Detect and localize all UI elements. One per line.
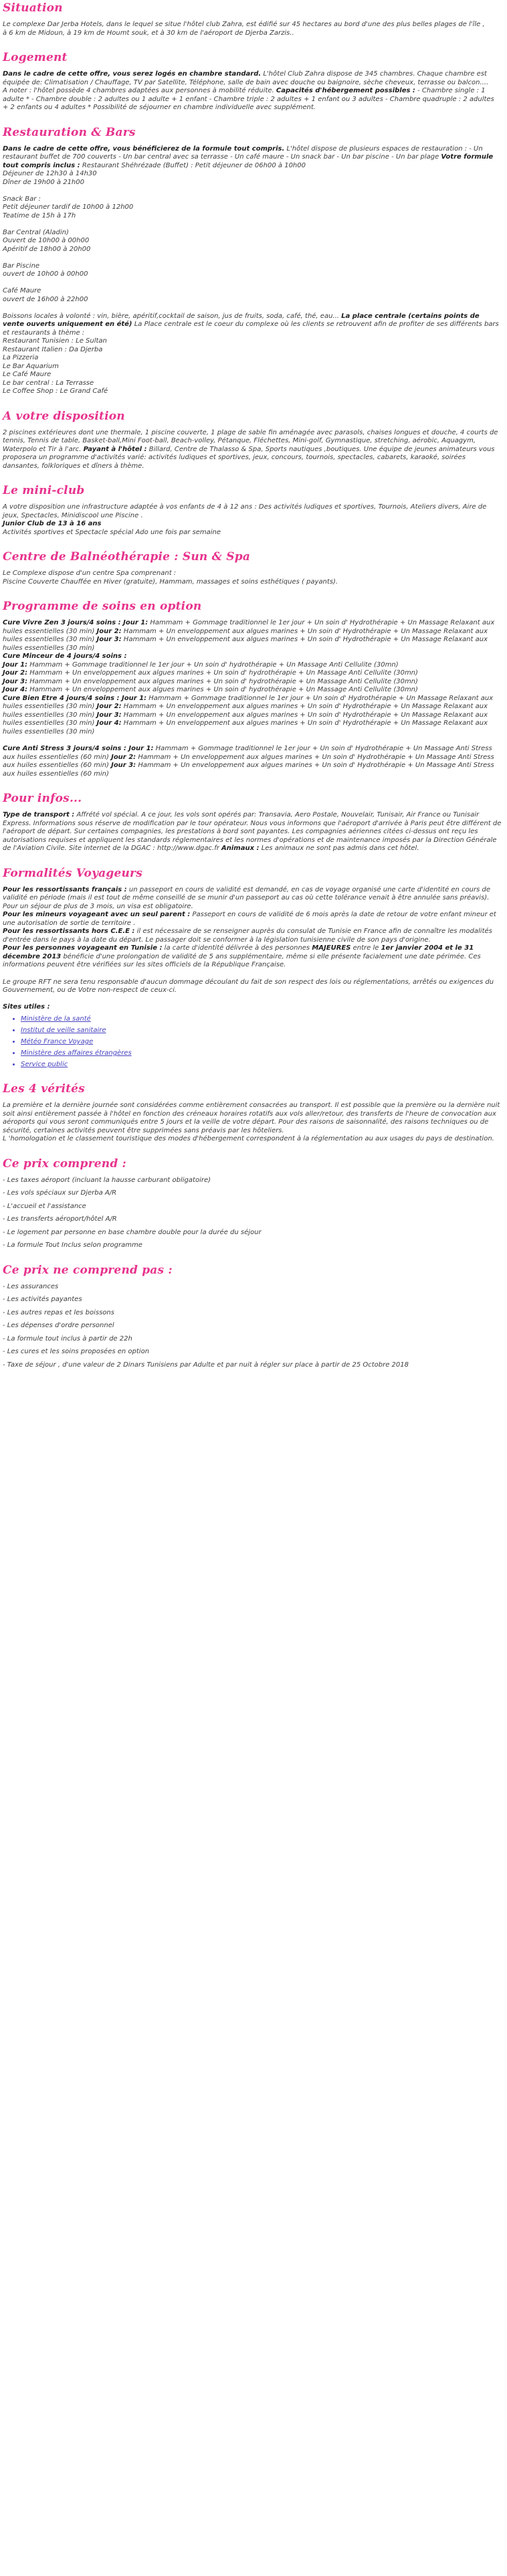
cure-vivre-zen: Cure Vivre Zen 3 jours/4 soins : Jour 1: Hammam + Gommage traditionnel le 1er jour + Un soin d' Hydrothérapie + Un Massage Relaxant aux huiles essentielles (30 min) Jour 2: Hammam + Un enveloppement aux algues marines + Un soin d' Hydrothérapie + Un Massage Relaxant aux huiles essentielles (30 min) Jour 3: Hammam + Un enveloppement aux algues marines + Un soin d' Hydrothérapie + Un Massage Relaxant aux huiles essentielles (30 min): [3, 619, 495, 652]
schedule-line: ouvert de 16h00 à 22h00: [3, 295, 88, 303]
schedule-line: [3, 254, 502, 262]
schedule-line: [3, 304, 502, 313]
external-link[interactable]: • Institut de veille sanitaire: [21, 1026, 502, 1035]
external-link[interactable]: • Ministère de la santé: [21, 1015, 502, 1023]
schedule-line: Petit déjeuner tardif de 10h00 à 12h00: [3, 203, 134, 211]
situation-paragraph-1: Le complexe Dar Jerba Hotels, dans le lequel se situe l'hôtel club Zahra, est édifié sur 45 hectares au bord d'une des plus belles plages de l'île ,: [3, 21, 485, 28]
schedule-line: Café Maure: [3, 287, 41, 294]
schedule-line: Apéritif de 18h00 à 20h00: [3, 245, 91, 253]
section-restauration: [3, 126, 502, 396]
section-infos: [3, 792, 502, 853]
section-disposition: [3, 410, 502, 471]
section-prix-ne-comprend-pas: [3, 1264, 502, 1370]
useful-sites-links: [21, 1015, 502, 1069]
schedule-line: [3, 187, 502, 195]
price-exclude-item: - La formule tout inclus à partir de 22h: [3, 1335, 132, 1343]
section-title-balneo: Centre de Balnéothérapie : Sun & Spa: [3, 550, 251, 564]
external-link[interactable]: • Météo France Voyage: [21, 1037, 502, 1046]
price-include-item: - La formule Tout Inclus selon programme: [3, 1241, 142, 1249]
section-title-prix-ne-comprend-pas: Ce prix ne comprend pas :: [3, 1263, 173, 1277]
cure-day-line: Jour 1: Hammam + Gommage traditionnel le 1er jour + Un soin d' hydrothérapie + Un Massage Anti Cellulite (30mn): [3, 661, 399, 669]
venue-line: Le Bar Aquarium: [3, 362, 59, 370]
junior-club-subtitle: Junior Club de 13 à 16 ans: [3, 520, 102, 527]
balneo-paragraph-1: Le Complexe dispose d'un centre Spa comprenant :: [3, 570, 177, 577]
cure-day-line: Jour 2: Hammam + Un enveloppement aux algues marines + Un soin d' hydrothérapie + Un Massage Anti Cellulite (30mn): [3, 669, 418, 677]
external-link[interactable]: • Service public: [21, 1060, 502, 1069]
venue-line: Restaurant Tunisien : Le Sultan: [3, 337, 107, 345]
section-title-situation: Situation: [3, 1, 63, 15]
boissons-paragraph: Boissons locales à volonté : vin, bière, apéritif,cocktail de saison, jus de fruits, soda, café, thé, eau... La place centrale (certains points de vente ouverts uniquement en été) La Place centrale est le coeur du complexe où les clients se retrouvent afin de profiter de ses différents bars et restaurants à thème :: [3, 312, 499, 337]
section-soins: [3, 600, 502, 778]
cure-bien-etre: Cure Bien Etre 4 jours/4 soins : Jour 1: Hammam + Gommage traditionnel le 1er jour + Un soin d' Hydrothérapie + Un Massage Relaxant aux huiles essentielles (30 min) Jour 2: Hammam + Un enveloppement aux algues marines + Un soin d' Hydrothérapie + Un Massage Relaxant aux huiles essentielles (30 min) Jour 3: Hammam + Un enveloppement aux algues marines + Un soin d' Hydrothérapie + Un Massage Relaxant aux huiles essentielles (30 min) Jour 4: Hammam + Un enveloppement aux algues marines + Un soin d' Hydrothérapie + Un Massage Relaxant aux huiles essentielles (30 min): [3, 694, 494, 736]
useful-sites-label: Sites utiles :: [3, 1003, 50, 1011]
external-link[interactable]: • Ministère des affaires étrangères: [21, 1049, 502, 1057]
cure-anti-stress: Cure Anti Stress 3 jours/4 soins : Jour 1: Hammam + Gommage traditionnel le 1er jour + Un soin d' Hydrothérapie + Un Massage Anti Stress aux huiles essentielles (60 min) Jour 2: Hammam + Un enveloppement aux algues marines + Un soin d' Hydrothérapie + Un Massage Anti Stress aux huiles essentielles (60 min) Jour 3: Hammam + Un enveloppement aux algues marines + Un soin d' Hydrothérapie + Un Massage Anti Stress aux huiles essentielles (60 min): [3, 745, 494, 778]
schedule-line: Déjeuner de 12h30 à 14h30: [3, 170, 97, 177]
schedule-line: ouvert de 10h00 à 00h00: [3, 270, 88, 278]
situation-paragraph-2: à 6 km de Midoun, à 19 km de Houmt souk, et à 30 km de l'aéroport de Djerba Zarzis..: [3, 29, 294, 37]
schedule-line: Bar Piscine: [3, 262, 40, 270]
schedule-line: Snack Bar :: [3, 195, 41, 203]
price-includes-list: [3, 1177, 502, 1250]
price-exclude-item: - Les assurances: [3, 1282, 59, 1290]
schedule-line: Bar Central (Aladin): [3, 228, 69, 236]
formalites-responsabilite: Le groupe RFT ne sera tenu responsable d'aucun dommage découlant du fait de son respect des lois ou réglementations, arrêtés ou exigences du Gouvernement, ou de Votre non-respect de ceux-ci.: [3, 978, 494, 994]
bar-restaurant-schedule: [3, 170, 502, 313]
balneo-paragraph-2: Piscine Couverte Chauffée en Hiver (gratuite), Hammam, massages et soins esthétiques ( payants).: [3, 578, 338, 586]
schedule-line: [3, 220, 502, 229]
section-balneo: [3, 550, 502, 586]
section-title-formalites: Formalités Voyageurs: [3, 866, 142, 880]
section-title-verites: Les 4 vérités: [3, 1082, 85, 1096]
venue-line: Restaurant Italien : Da Djerba: [3, 345, 103, 353]
venue-line: Le Café Maure: [3, 371, 52, 378]
formalites-mineurs: Pour les mineurs voyageant avec un seul parent : Passeport en cours de validité de 6 mois après la date de retour de votre enfant mineur et une autorisation de sortie de territoire .: [3, 911, 496, 927]
cure-minceur-title: Cure Minceur de 4 jours/4 soins :: [3, 653, 127, 660]
price-include-item: - L'accueil et l'assistance: [3, 1202, 86, 1210]
verites-paragraph-2: L 'homologation et le classement touristique des modes d'hébergement correspondent à la réglementation au aux usages du pays de destination.: [3, 1135, 494, 1142]
logement-paragraph-2: A noter : l'hôtel possède 4 chambres adaptées aux personnes à mobilité réduite. Capacités d'hébergement possibles : - Chambre single : 1 adulte * - Chambre double : 2 adultes ou 1 adulte + 1 enfant - Chambre triple : 2 adultes + 1 enfant ou 3 adultes - Chambre quadruple : 2 adultes + 2 enfants ou 4 adultes * Possibilité de séjourner en chambre individuelle avec supplément.: [3, 87, 494, 111]
section-title-restauration: Restauration & Bars: [3, 125, 136, 139]
schedule-line: Teatime de 15h à 17h: [3, 211, 76, 220]
price-include-item: - Les taxes aéroport (incluant la hausse carburant obligatoire): [3, 1176, 211, 1184]
theme-venues-list: [3, 337, 502, 396]
schedule-line: [3, 279, 502, 288]
section-prix-comprend: [3, 1157, 502, 1250]
venue-line: Le Coffee Shop : Le Grand Café: [3, 388, 108, 395]
section-title-logement: Logement: [3, 51, 68, 64]
section-formalites: [3, 867, 502, 1069]
disposition-paragraph: 2 piscines extérieures dont une thermale, 1 piscine couverte, 1 plage de sable fin aménagée avec parasols, chaises longues et douche, 4 courts de tennis, Tennis de table, Basket-ball,Mini Foot-ball, Beach-volley, Pétanque, Fléchettes, Mini-golf, Gymnastique, stretching, aérobic, Aquagym, Waterpolo et Tir à l'arc. Payant à l'hôtel : Billard, Centre de Thalasso & Spa, Sports nautiques ,boutiques. Une équipe de jeunes animateurs vous proposera un programme d'activités varié: activités ludiques et sportives, jeux, concours, tournois, spectacles, cabarets, karaoké, soirées dansantes, folkloriques et dîners à thème.: [3, 428, 498, 470]
price-exclude-item: - Les autres repas et les boissons: [3, 1308, 114, 1316]
miniclub-paragraph: A votre disposition une infrastructure adaptée à vos enfants de 4 à 12 ans : Des activités ludiques et sportives, Tournois, Ateliers divers, Aire de jeux, Spectacles, Minidiscool une Piscine .: [3, 503, 487, 519]
infos-paragraph: Type de transport : Affrété vol spécial. A ce jour, les vols sont opérés par: Transavia, Aero Postale, Nouvelair, Tunisair, Air France ou Tunisair Express. Informations sous réserve de modification par le tour opérateur. Nous vous informons que l'aéroport d'arrivée à Paris peut être différent de l'aéroport de départ. Sur certaines compagnies, les prestations à bord sont payantes. Les compagnies aériennes citées ci-dessus ont reçu les autorisations requises et appliquent les standards réglementaires et les normes d'opérations et de maintenance imposés par la Direction Générale de l'Aviation Civile. Site internet de la DGAC : http://www.dgac.fr Animaux : Les animaux ne sont pas admis dans cet hôtel.: [3, 811, 502, 852]
formalites-francais: Pour les ressortissants français : un passeport en cours de validité est demandé, en cas de voyage organisé une carte d'identité en cours de validité en période (mais il est tout de même conseillé de se munir d'un passeport au cas où cette tolérance venait à être annulée sans préavis). Pour un séjour de plus de 3 mois, un visa est obligatoire.: [3, 885, 491, 910]
price-exclude-item: - Les cures et les soins proposées en option: [3, 1348, 150, 1355]
logement-paragraph-1: Dans le cadre de cette offre, vous serez logés en chambre standard. L'hôtel Club Zahra dispose de 345 chambres. Chaque chambre est équipée de: Climatisation / Chauffage, TV par Satellite, Téléphone, salle de bain avec douche ou baignoire, sèche cheveux, terrasse ou balcon....: [3, 70, 489, 86]
section-title-disposition: A votre disposition: [3, 409, 125, 423]
cure-minceur-days: [3, 661, 502, 695]
price-exclude-item: - Les dépenses d'ordre personnel: [3, 1322, 114, 1329]
junior-club-paragraph: Activités sportives et Spectacle spécial Ado une fois par semaine: [3, 528, 221, 536]
section-verites: [3, 1082, 502, 1144]
price-include-item: - Les transferts aéroport/hôtel A/R: [3, 1215, 117, 1223]
price-include-item: - Les vols spéciaux sur Djerba A/R: [3, 1189, 117, 1197]
formalites-hors-cee: Pour les ressortissants hors C.E.E : il est nécessaire de se renseigner auprès du consulat de Tunisie en France afin de connaître les modalités d'entrée dans le pays à la date du départ. Le passager doit se conformer à la législation tunisienne civile de son pays d'origine.: [3, 928, 492, 944]
section-title-infos: Pour infos...: [3, 792, 82, 805]
section-title-prix-comprend: Ce prix comprend :: [3, 1156, 126, 1171]
venue-line: La Pizzeria: [3, 354, 39, 361]
verites-paragraph-1: La première et la dernière journée sont considérées comme entièrement consacrées au transport. Il est possible que la première ou la dernière nuit soit ainsi entièrement passée à l'hôtel en fonction des créneaux horaires rotatifs aux vols aller/retour, des transferts de l'heure de convocation aux aéroports qui vous seront communiqués entre 5 jours et la veille de votre départ. Pour des raisons de saisonnalité, des raisons techniques ou de sécurité, certaines activités peuvent être supprimées sans préavis par les hôteliers.: [3, 1102, 500, 1134]
formalites-tunisie: Pour les personnes voyageant en Tunisie : la carte d'identité délivrée à des personnes MAJEURES entre le 1er janvier 2004 et le 31 décembre 2013 bénéficie d'une prolongation de validité de 5 ans supplémentaire, même si elle présente facialement une date périmée. Ces informations peuvent être vérifiées sur les sites officiels de la République Française.: [3, 944, 481, 968]
price-include-item: - Le logement par personne en base chambre double pour la durée du séjour: [3, 1228, 262, 1236]
price-exclude-item: - Les activités payantes: [3, 1296, 82, 1303]
section-title-soins: Programme de soins en option: [3, 600, 202, 613]
section-logement: [3, 51, 502, 112]
section-miniclub: [3, 484, 502, 537]
cure-day-line: Jour 4: Hammam + Un enveloppement aux algues marines + Un soin d' hydrothérapie + Un Massage Anti Cellulite (30mn): [3, 686, 418, 693]
section-title-miniclub: Le mini-club: [3, 484, 85, 497]
cure-day-line: Jour 3: Hammam + Un enveloppement aux algues marines + Un soin d' hydrothérapie + Un Massage Anti Cellulite (30mn): [3, 677, 418, 685]
venue-line: Le bar central : La Terrasse: [3, 379, 94, 387]
restauration-intro: Dans le cadre de cette offre, vous bénéficierez de la formule tout compris. L'hôtel dispose de plusieurs espaces de restauration : - Un restaurant buffet de 700 couverts - Un bar central avec sa terrasse - Un café maure - Un snack bar - Un bar piscine - Un bar plage Votre formule tout compris inclus : Restaurant Shéhrézade (Buffet) : Petit déjeuner de 06h00 à 10h00: [3, 145, 494, 169]
section-situation: [3, 1, 502, 37]
schedule-line: Dîner de 19h00 à 21h00: [3, 178, 84, 186]
price-exclude-item: - Taxe de séjour , d'une valeur de 2 Dinars Tunisiens par Adulte et par nuit à régler sur place à partir de 25 Octobre 2018: [3, 1361, 409, 1369]
price-excludes-list: [3, 1283, 502, 1370]
schedule-line: Ouvert de 10h00 à 00h00: [3, 237, 90, 244]
